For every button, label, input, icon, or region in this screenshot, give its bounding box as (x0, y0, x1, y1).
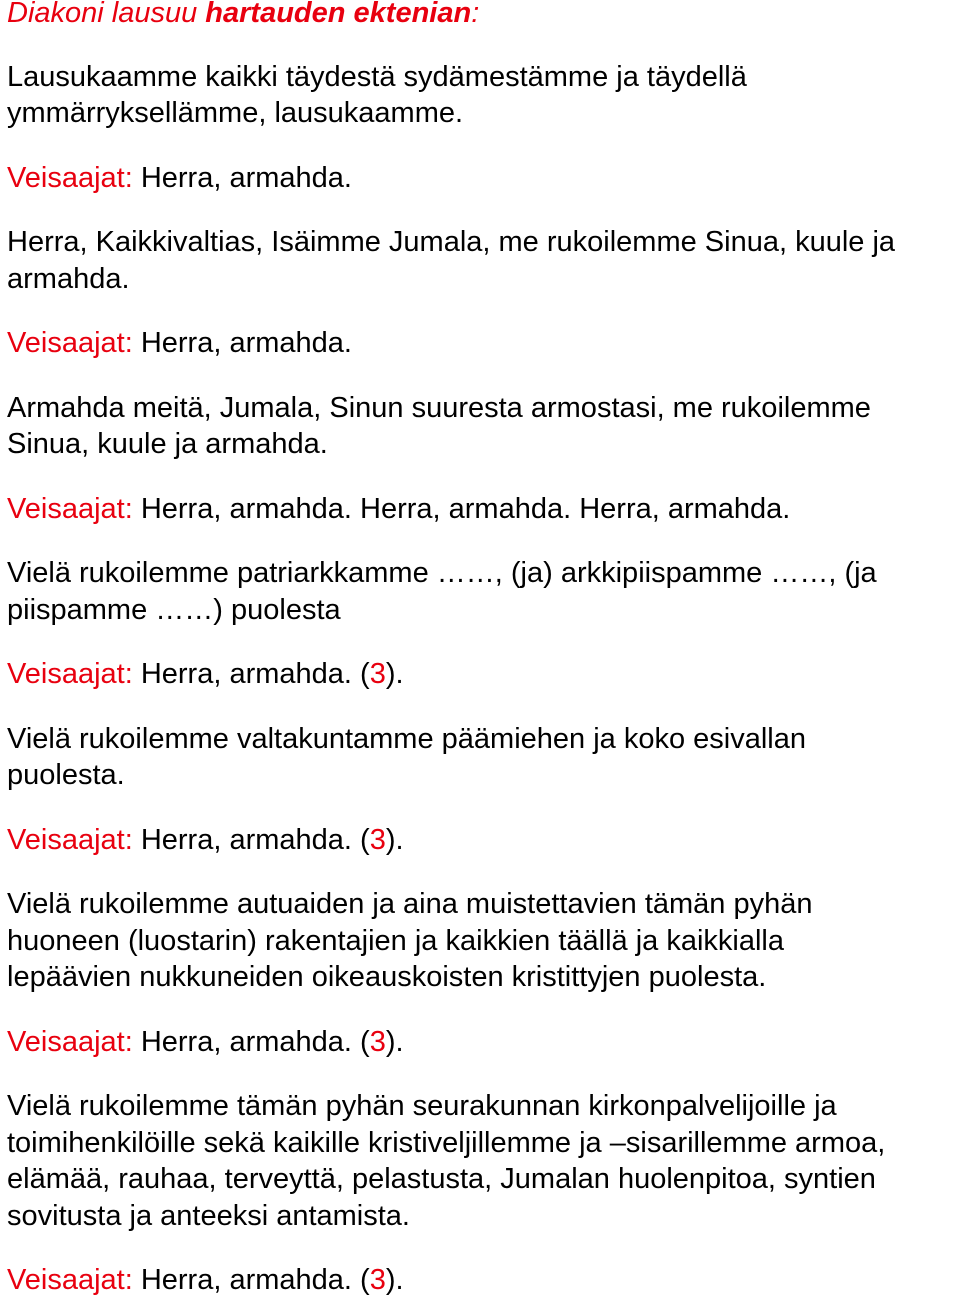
response-speaker: Veisaajat: (7, 492, 133, 525)
response-speaker: Veisaajat: (7, 327, 133, 359)
response-text: Herra, armahda. Herra, armahda. Herra, armahda. (132, 492, 791, 525)
response-speaker: Veisaajat: (7, 823, 133, 856)
response-speaker: Veisaajat: (7, 1025, 133, 1058)
petition-2: Herra, Kaikkivaltias, Isäimme Jumala, me rukoilemme Sinua, kuule ja armahda. (7, 226, 896, 295)
response-3 (7, 491, 956, 528)
response-text: Herra, armahda. ( (132, 1264, 370, 1296)
petition-5: Vielä rukoilemme valtakuntamme päämiehen ja koko esivallan puolesta. (7, 722, 806, 791)
response-text-end: ). (385, 1264, 404, 1296)
rubric-heading (7, 0, 956, 32)
response-speaker: Veisaajat: (7, 161, 133, 194)
response-text: Herra, armahda. ( (132, 658, 370, 690)
response-6 (7, 1024, 956, 1061)
petition-6: Vielä rukoilemme autuaiden ja aina muistettavien tämän pyhän huoneen (luostarin) rakentajien ja kaikkien täällä ja kaikkialla lepäävien nukkuneiden oikeauskoisten kristittyjen puolesta. (7, 888, 813, 993)
petition-7: Vielä rukoilemme tämän pyhän seurakunnan kirkonpalvelijoille ja toimihenkilöille sekä kaikille kristiveljillemme ja –sisarillemme armoa, elämää, rauhaa, terveyttä, pelastusta, Jumalan huolenpitoa, syntien sovitusta ja anteeksi antamista. (7, 1090, 886, 1232)
response-count: 3 (369, 658, 386, 690)
response-text: Herra, armahda. (132, 161, 352, 194)
rubric-prefix: Diakoni lausuu (7, 0, 206, 29)
response-text: Herra, armahda. (132, 327, 352, 359)
response-text: Herra, armahda. ( (132, 1025, 370, 1058)
response-text: Herra, armahda. ( (132, 823, 370, 856)
response-2 (7, 325, 956, 362)
petition-1: Lausukaamme kaikki täydestä sydämestämme ja täydellä ymmärryksellämme, lausukaamme. (7, 60, 747, 129)
response-1 (7, 160, 956, 197)
response-count: 3 (369, 1264, 386, 1296)
petition-4: Vielä rukoilemme patriarkkamme ……, (ja) arkkipiispamme ……, (ja piispamme ……) puolesta (7, 557, 877, 626)
response-speaker: Veisaajat: (7, 1264, 133, 1296)
rubric-suffix: : (471, 0, 480, 29)
response-5 (7, 822, 956, 859)
response-count: 3 (369, 823, 386, 856)
response-count: 3 (369, 1025, 386, 1058)
response-text-end: ). (385, 658, 404, 690)
rubric-bold-title: hartauden ektenian (205, 0, 472, 29)
response-text-end: ). (385, 1025, 404, 1058)
response-speaker: Veisaajat: (7, 658, 133, 690)
response-4 (7, 656, 956, 693)
response-text-end: ). (385, 823, 404, 856)
response-7 (7, 1262, 956, 1299)
petition-3: Armahda meitä, Jumala, Sinun suuresta armostasi, me rukoilemme Sinua, kuule ja armahda. (7, 391, 871, 460)
